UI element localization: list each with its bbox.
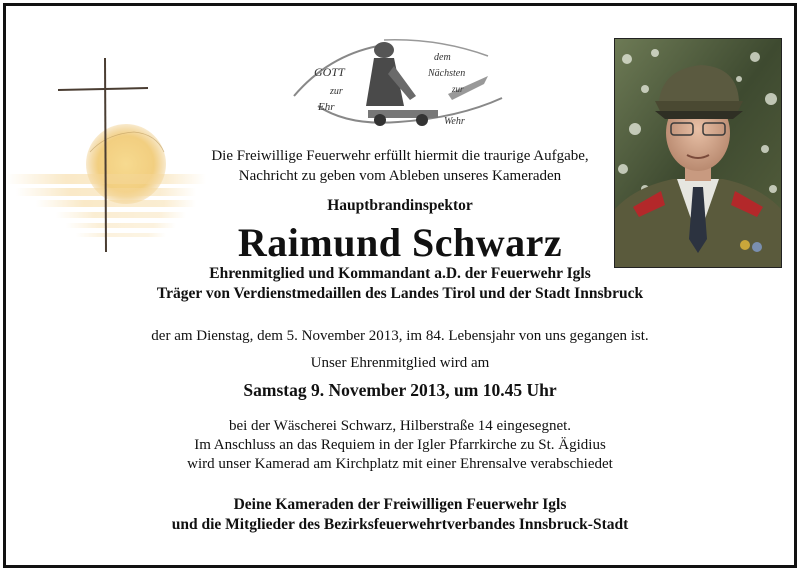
honor-line-1: Ehrenmitglied und Kommandant a.D. der Feuerwehr Igls — [209, 265, 591, 282]
requiem-line: Im Anschluss an das Requiem in der Igler Pfarrkirche zu St. Ägidius — [194, 437, 606, 453]
emblem-motto-left: GOTT — [314, 65, 345, 79]
intro-line-2: Nachricht zu geben vom Ableben unseres Kameraden — [238, 168, 562, 184]
svg-text:Ehr: Ehr — [318, 101, 335, 113]
svg-text:Wehr: Wehr — [444, 116, 465, 127]
intro-line-1: Die Freiwillige Feuerwehr erfüllt hiermit die traurige Aufgabe, — [211, 148, 589, 164]
salute-line: wird unser Kamerad am Kirchplatz mit einer Ehrensalve verabschiedet — [187, 456, 613, 472]
svg-text:zur: zur — [330, 86, 343, 97]
svg-text:Nächsten: Nächsten — [428, 68, 466, 79]
funeral-date: Samstag 9. November 2013, um 10.45 Uhr — [243, 380, 557, 400]
deceased-name: Raimund Schwarz — [237, 220, 563, 265]
signature-line-1: Deine Kameraden der Freiwilligen Feuerwehr Igls — [233, 496, 567, 513]
svg-text:zur: zur — [452, 84, 464, 94]
honor-line-2: Träger von Verdienstmedaillen des Landes Tirol und der Stadt Innsbruck — [156, 285, 644, 302]
blessing-line: bei der Wäscherei Schwarz, Hilberstraße 14 eingesegnet. — [228, 418, 572, 434]
rank-title: Hauptbrandinspektor — [327, 197, 473, 214]
death-statement: der am Dienstag, dem 5. November 2013, im 84. Lebensjahr von uns gegangen ist. — [151, 328, 649, 344]
signature-line-2: und die Mitglieder des Bezirksfeuerwehrtverbandes Innsbruck-Stadt — [171, 516, 629, 533]
firefighter-emblem-icon — [288, 36, 508, 132]
svg-text:dem: dem — [434, 52, 451, 63]
member-statement: Unser Ehrenmitglied wird am — [310, 355, 490, 371]
